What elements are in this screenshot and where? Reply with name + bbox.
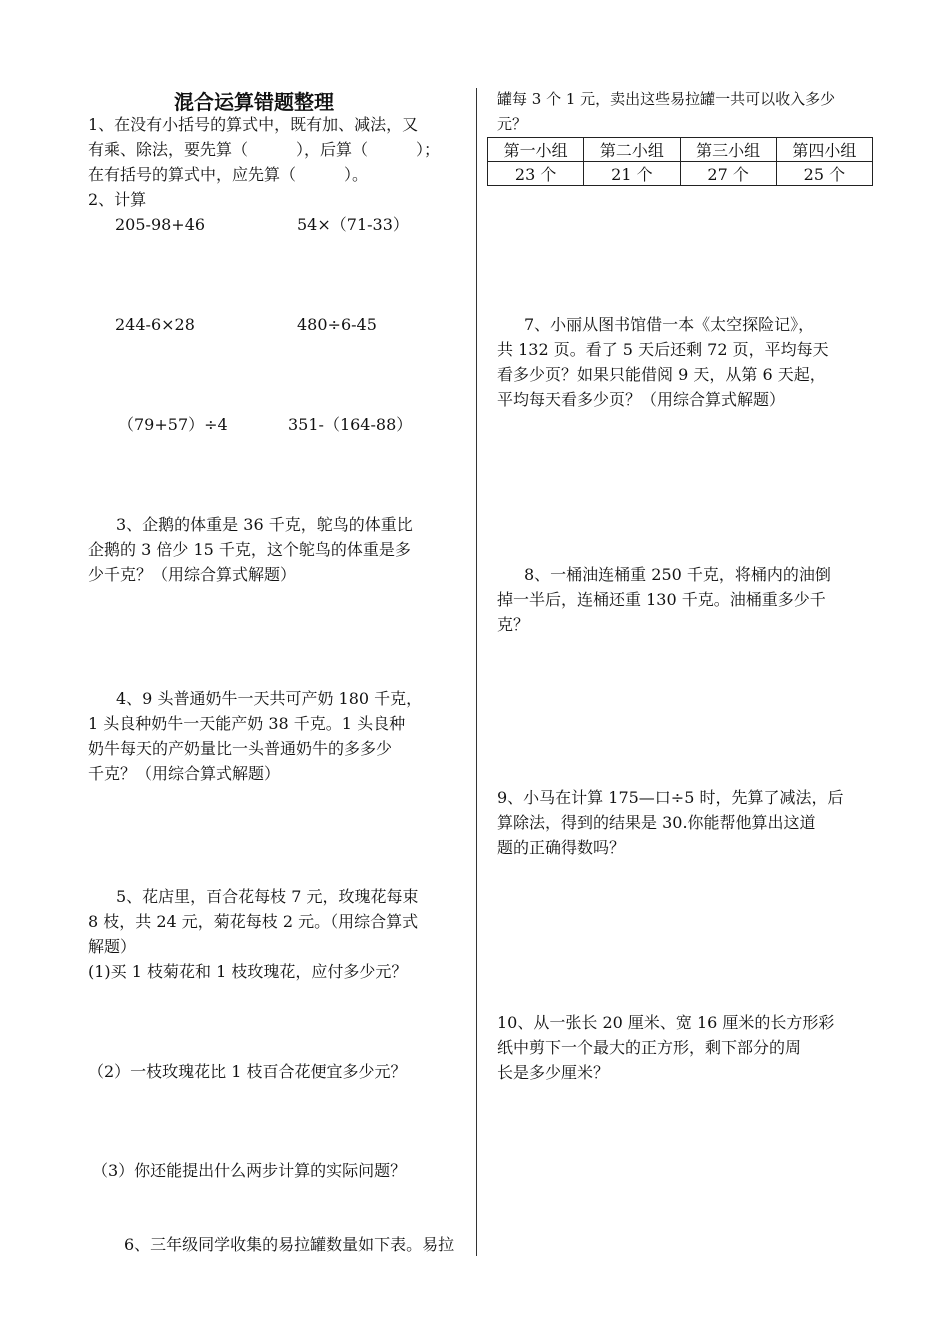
column-divider (476, 88, 477, 1256)
q7-line4: 平均每天看多少页？（用综合算式解题） (497, 390, 786, 409)
table-row (488, 162, 873, 186)
q2-expr-3: 244-6×28 (115, 315, 195, 334)
q8-line3: 克？ (497, 615, 530, 634)
table-cell: 21 个 (584, 162, 680, 186)
q2-expr-1: 205-98+46 (115, 215, 206, 234)
q3-line1: 3、企鹅的体重是 36 千克，鸵鸟的体重比 (116, 515, 413, 534)
q9-line2: 算除法，得到的结果是 30.你能帮他算出这道 (497, 813, 816, 832)
q3-line2: 企鹅的 3 倍少 15 千克，这个鸵鸟的体重是多 (88, 540, 411, 559)
q2-expr-2: 54×（71-33） (297, 215, 409, 234)
table-header-cell: 第一小组 (488, 138, 584, 162)
q8-line1: 8、一桶油连桶重 250 千克，将桶内的油倒 (524, 565, 831, 584)
q1-line1: 1、在没有小括号的算式中，既有加、减法，又 (88, 115, 419, 134)
can-collection-table (487, 137, 873, 186)
q6-line1: 6、三年级同学收集的易拉罐数量如下表。易拉 (124, 1235, 455, 1254)
q5-line2: 8 枝，共 24 元，菊花每枝 2 元。（用综合算式 (88, 912, 419, 931)
q2-expr-4: 480÷6-45 (297, 315, 377, 334)
q10-line3: 长是多少厘米？ (497, 1063, 610, 1082)
q1-line3: 在有括号的算式中，应先算（ ）。 (88, 165, 369, 184)
q5-line1: 5、花店里，百合花每枝 7 元，玫瑰花每束 (116, 887, 419, 906)
q7-line3: 看多少页？如果只能借阅 9 天，从第 6 天起， (497, 365, 826, 384)
q4-line4: 千克？（用综合算式解题） (88, 764, 281, 783)
table-cell: 25 个 (776, 162, 872, 186)
q8-line2: 掉一半后，连桶还重 130 千克。油桶重多少千 (497, 590, 826, 609)
table-header-cell: 第三小组 (680, 138, 776, 162)
q5-sub2: （2）一枝玫瑰花比 1 枝百合花便宜多少元？ (88, 1062, 407, 1081)
q4-line2: 1 头良种奶牛一天能产奶 38 千克。1 头良种 (88, 714, 406, 733)
q3-line3: 少千克？（用综合算式解题） (88, 565, 297, 584)
q7-line2: 共 132 页。看了 5 天后还剩 72 页，平均每天 (497, 340, 829, 359)
table-header-cell: 第四小组 (776, 138, 872, 162)
q5-sub1: (1)买 1 枝菊花和 1 枝玫瑰花，应付多少元？ (88, 962, 408, 981)
q6-line2: 罐每 3 个 1 元，卖出这些易拉罐一共可以收入多少 (497, 90, 836, 108)
table-cell: 27 个 (680, 162, 776, 186)
q5-sub3: （3）你还能提出什么两步计算的实际问题？ (92, 1161, 407, 1180)
q2-heading: 2、计算 (88, 190, 147, 209)
q4-line3: 奶牛每天的产奶量比一头普通奶牛的多多少 (88, 739, 393, 758)
q2-expr-5: （79+57）÷4 (118, 415, 228, 434)
table-header-row (488, 138, 873, 162)
q4-line1: 4、9 头普通奶牛一天共可产奶 180 千克， (116, 689, 423, 708)
q2-expr-6: 351-（164-88） (288, 415, 413, 434)
table-header-cell: 第二小组 (584, 138, 680, 162)
page-title: 混合运算错题整理 (174, 90, 334, 114)
q1-line2: 有乘、除法，要先算（ ），后算（ ）； (88, 140, 441, 159)
table-cell: 23 个 (488, 162, 584, 186)
q9-line3: 题的正确得数吗？ (497, 838, 626, 857)
q7-line1: 7、小丽从图书馆借一本《太空探险记》， (524, 315, 815, 334)
q9-line1: 9、小马在计算 175—口÷5 时，先算了减法，后 (497, 788, 844, 807)
q10-line2: 纸中剪下一个最大的正方形，剩下部分的周 (497, 1038, 802, 1057)
q10-line1: 10、从一张长 20 厘米、宽 16 厘米的长方形彩 (497, 1013, 835, 1032)
q5-line3: 解题） (88, 937, 137, 956)
q6-line3: 元？ (497, 115, 528, 133)
